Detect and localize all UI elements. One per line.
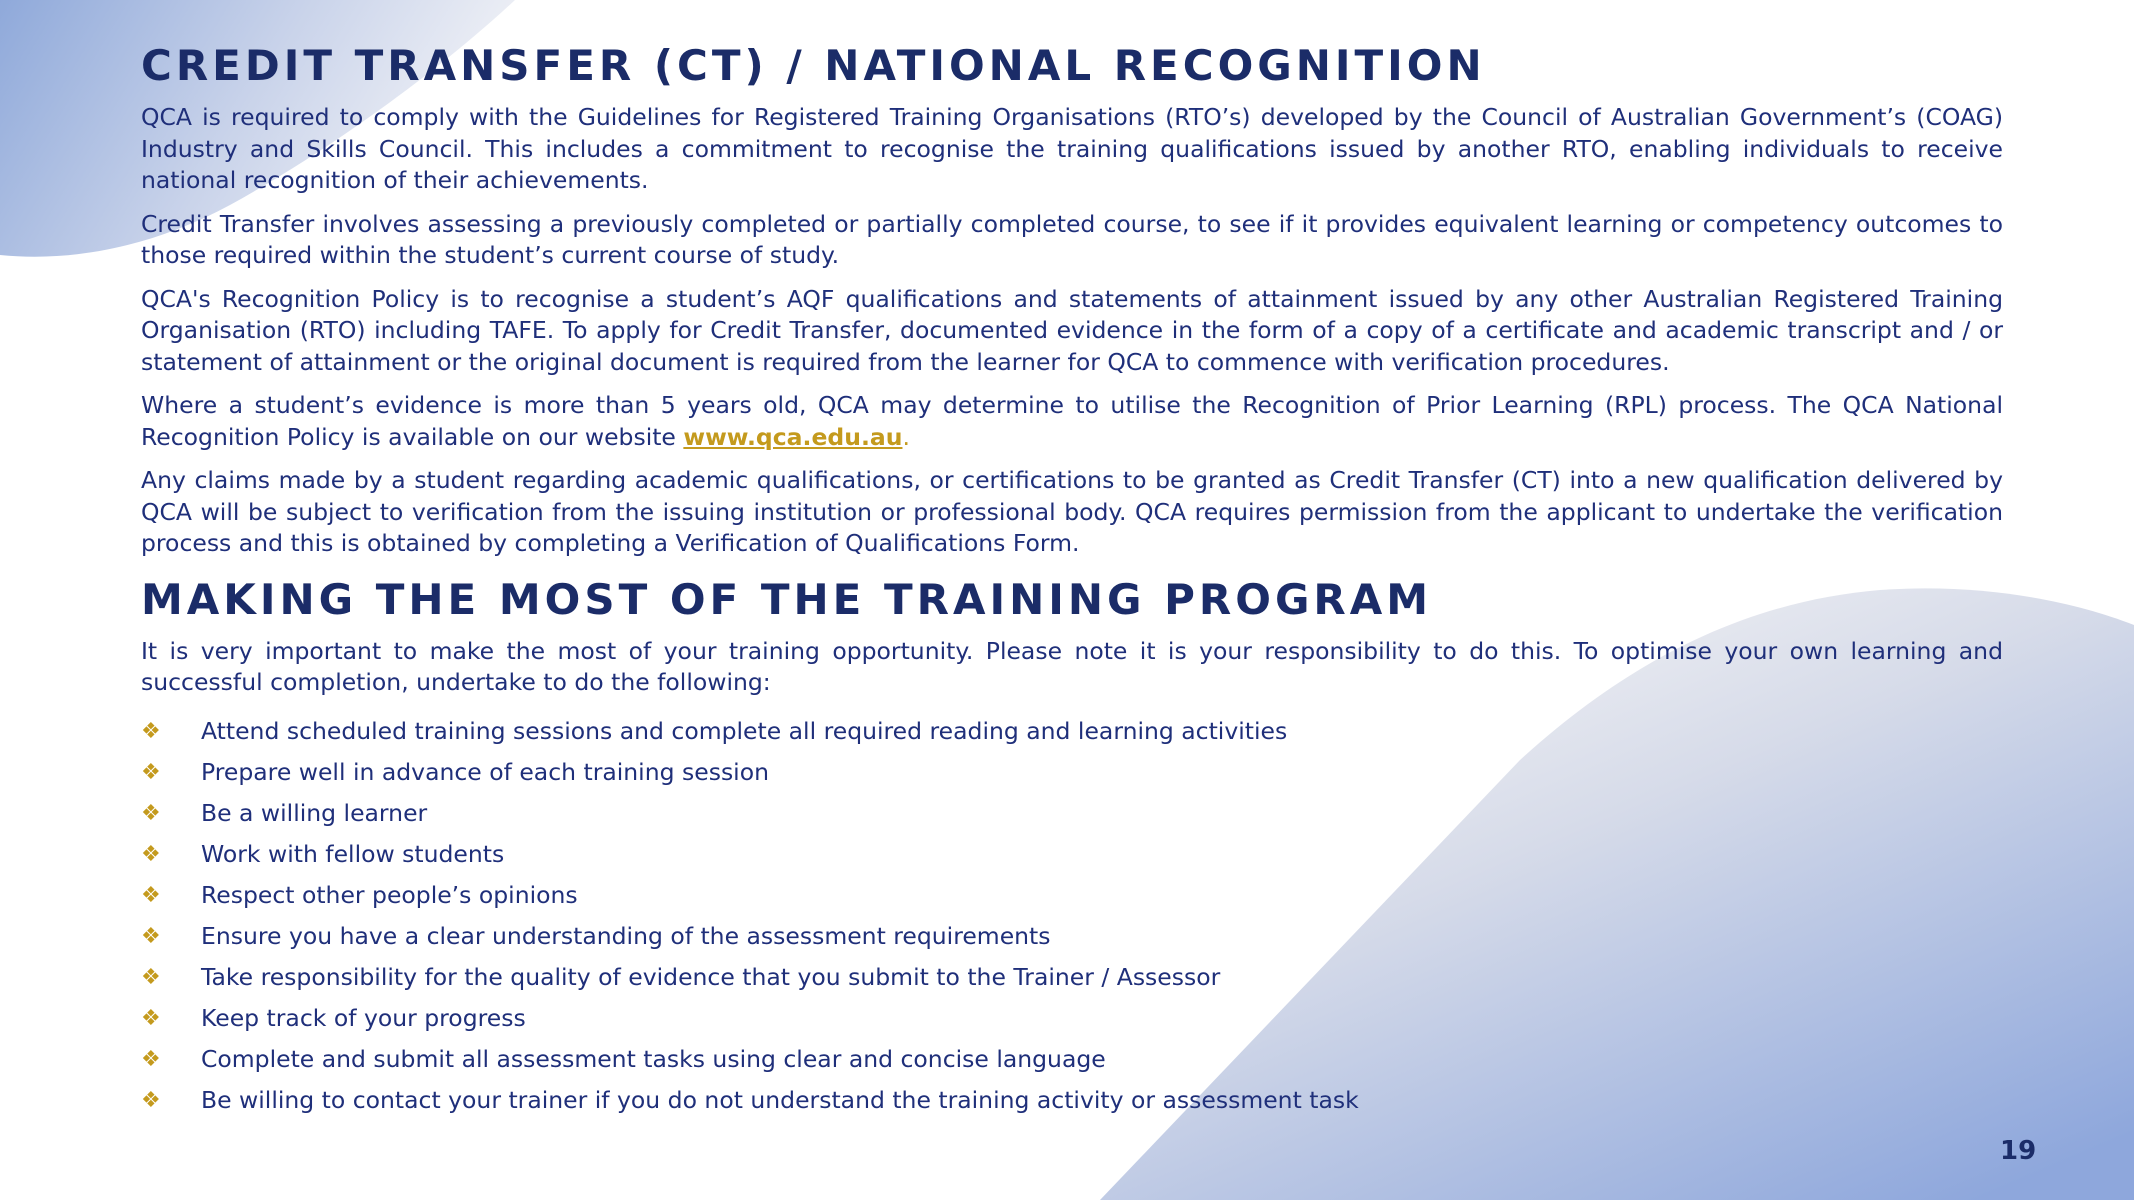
list-item-text: Work with fellow students [201, 840, 505, 868]
diamond-bullet-icon: ❖ [141, 1005, 161, 1031]
paragraph-recognition-policy: QCA's Recognition Policy is to recognise a student’s AQF qualifications and statements of attainment issued by any other Australian Registered Training Organisation (RTO) including TAFE. To apply for Credit Transfer, documented evidence in the form of a copy of a certificate and academic transcript and / or statement of attainment or the original document is required from the learner for QCA to commence with verification procedures. [141, 284, 2003, 376]
paragraph-training-intro: It is very important to make the most of your training opportunity. Please note it is your responsibility to do this. To optimise your own learning and successful completion, undertake to do the following: [141, 636, 2003, 696]
diamond-bullet-icon: ❖ [141, 718, 161, 744]
list-item [141, 998, 2003, 1039]
list-item [141, 1039, 2003, 1080]
paragraph-rpl-process [141, 390, 2003, 453]
diamond-bullet-icon: ❖ [141, 964, 161, 990]
list-item [141, 875, 2003, 916]
diamond-bullet-icon: ❖ [141, 1046, 161, 1072]
list-item [141, 957, 2003, 998]
list-item [141, 834, 2003, 875]
list-item-text: Be a willing learner [201, 799, 428, 827]
list-item [141, 752, 2003, 793]
diamond-bullet-icon: ❖ [141, 1087, 161, 1113]
responsibility-list [141, 711, 2003, 1121]
list-item-text: Attend scheduled training sessions and complete all required reading and learning activities [201, 717, 1288, 745]
section-title-credit-transfer: CREDIT TRANSFER (CT) / NATIONAL RECOGNITION [141, 41, 1486, 90]
diamond-bullet-icon: ❖ [141, 841, 161, 867]
diamond-bullet-icon: ❖ [141, 759, 161, 785]
rpl-period: . [902, 422, 910, 451]
paragraph-qca-compliance: QCA is required to comply with the Guidelines for Registered Training Organisations (RTO’s) developed by the Council of Australian Government’s (COAG) Industry and Skills Council. This includes a commitment to recognise the training qualifications issued by another RTO, enabling individuals to receive national recognition of their achievements. [141, 103, 2003, 194]
list-item-text: Prepare well in advance of each training session [201, 758, 769, 786]
website-link[interactable]: www.qca.edu.au [683, 422, 903, 451]
paragraph-verification: Any claims made by a student regarding academic qualifications, or certifications to be granted as Credit Transfer (CT) into a new qualification delivered by QCA will be subject to verification from the issuing institution or professional body. QCA requires permission from the applicant to undertake the verification process and this is obtained by completing a Verification of Qualifications Form. [141, 466, 2003, 557]
page-content [141, 38, 2003, 1121]
list-item-text: Keep track of your progress [201, 1004, 526, 1032]
page-number: 19 [2000, 1136, 2037, 1166]
paragraph-credit-transfer-definition: Credit Transfer involves assessing a previously completed or partially completed course, to see if it provides equivalent learning or competency outcomes to those required within the student’s current course of study. [141, 209, 2003, 269]
list-item [141, 916, 2003, 957]
diamond-bullet-icon: ❖ [141, 882, 161, 908]
list-item-text: Ensure you have a clear understanding of the assessment requirements [201, 922, 1051, 950]
diamond-bullet-icon: ❖ [141, 800, 161, 826]
list-item-text: Take responsibility for the quality of evidence that you submit to the Trainer / Assessor [201, 963, 1221, 991]
list-item [141, 793, 2003, 834]
diamond-bullet-icon: ❖ [141, 923, 161, 949]
section-title-training-program: MAKING THE MOST OF THE TRAINING PROGRAM [141, 574, 1433, 624]
rpl-text: Where a student’s evidence is more than 5 years old, QCA may determine to utilise the Recognition of Prior Learning (RPL) process. The QCA National Recognition Policy is available on our website [141, 391, 2003, 451]
list-item [141, 1080, 2003, 1121]
list-item-text: Complete and submit all assessment tasks using clear and concise language [201, 1045, 1106, 1073]
list-item [141, 711, 2003, 752]
list-item-text: Be willing to contact your trainer if you do not understand the training activity or assessment task [201, 1086, 1359, 1114]
list-item-text: Respect other people’s opinions [201, 881, 578, 909]
